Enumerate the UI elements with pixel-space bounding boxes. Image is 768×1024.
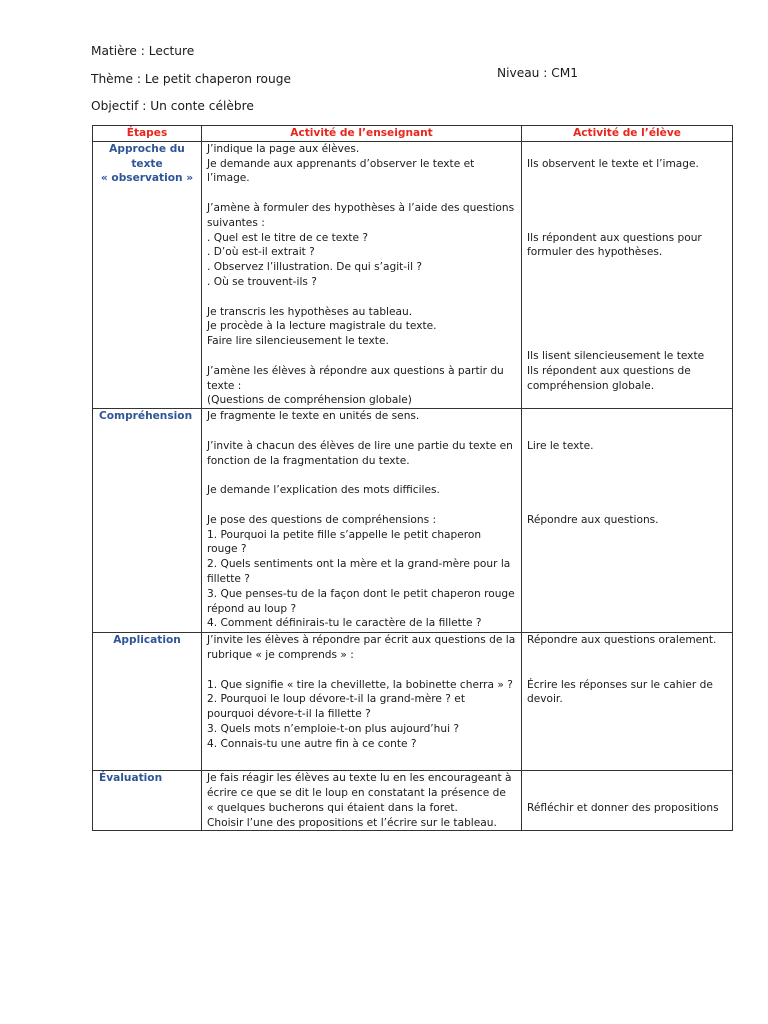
blank-line [207, 468, 516, 483]
student-activity-line: Réfléchir et donner des propositions [527, 801, 719, 814]
teacher-activity-line: Je procède à la lecture magistrale du texte. [207, 320, 437, 333]
step-label: Compréhension [99, 410, 193, 423]
teacher-activity-line: 1. Que signifie « tire la chevillette, la bobinette cherra » ? [207, 678, 513, 691]
teacher-activity-line: texte : [207, 379, 242, 392]
teacher-activity-line: J’invite les élèves à répondre par écrit aux questions de la [207, 634, 516, 647]
column-header-teacher: Activité de l’enseignant [202, 126, 522, 142]
student-activity-line: Ils répondent aux questions pour [527, 231, 702, 244]
blank-line [527, 483, 727, 498]
table-header-row [93, 126, 733, 142]
teacher-activity-line: J’invite à chacun des élèves de lire une partie du texte en [207, 439, 513, 452]
step-cell [93, 633, 202, 771]
student-activity-cell [522, 409, 733, 633]
blank-line [527, 319, 727, 334]
teacher-activity-cell [202, 771, 522, 831]
level-line: Niveau : CM1 [497, 66, 579, 80]
lesson-plan-table [92, 125, 733, 831]
teacher-activity-line: rubrique « je comprends » : [207, 648, 354, 661]
blank-line [207, 290, 516, 305]
teacher-activity-line: J’amène les élèves à répondre aux questions à partir du [207, 364, 504, 377]
blank-line [527, 290, 727, 305]
blank-line [527, 648, 727, 663]
table-row [93, 409, 733, 633]
student-activity-line: devoir. [527, 693, 563, 706]
blank-line [527, 305, 727, 320]
teacher-activity-line: . Quel est le titre de ce texte ? [207, 231, 368, 244]
student-activity-line: Répondre aux questions. [527, 513, 659, 526]
teacher-activity-line: Je pose des questions de compréhensions : [207, 513, 437, 526]
step-label: « observation » [100, 172, 194, 185]
teacher-activity-line: écrire ce que se dit le loup en constatant la présence de [207, 786, 506, 799]
table-row [93, 771, 733, 831]
blank-line [527, 454, 727, 469]
student-activity-cell [522, 633, 733, 771]
teacher-activity-line: J’indique la page aux élèves. [207, 142, 360, 155]
blank-line [207, 424, 516, 439]
teacher-activity-line: Faire lire silencieusement le texte. [207, 335, 389, 348]
teacher-activity-line: pourquoi dévore-t-il la fillette ? [207, 708, 371, 721]
teacher-activity-line: 3. Que penses-tu de la façon dont le petit chaperon rouge [207, 587, 515, 600]
blank-line [527, 216, 727, 231]
teacher-activity-line: Choisir l’une des propositions et l’écrire sur le tableau. [207, 816, 497, 829]
student-activity-cell [522, 771, 733, 831]
teacher-activity-line: 2. Quels sentiments ont la mère et la grand-mère pour la [207, 558, 511, 571]
teacher-activity-line: (Questions de compréhension globale) [207, 394, 412, 407]
step-label: texte [131, 157, 163, 170]
step-label: Évaluation [99, 772, 163, 785]
blank-line [527, 201, 727, 216]
teacher-activity-line: . Observez l’illustration. De qui s’agit-il ? [207, 261, 422, 274]
objective-line: Objectif : Un conte célèbre [91, 99, 254, 113]
teacher-activity-line: répond au loup ? [207, 602, 297, 615]
teacher-activity-line: Je demande l’explication des mots difficiles. [207, 484, 440, 497]
teacher-activity-line: Je demande aux apprenants d’observer le texte et [207, 157, 475, 170]
student-activity-line: compréhension globale. [527, 379, 655, 392]
teacher-activity-line: 1. Pourquoi la petite fille s’appelle le petit chaperon [207, 528, 482, 541]
student-activity-line: Écrire les réponses sur le cahier de [527, 678, 713, 691]
blank-line [527, 786, 727, 801]
teacher-activity-cell [202, 633, 522, 771]
blank-line [527, 409, 727, 424]
step-cell [93, 141, 202, 408]
teacher-activity-line: fonction de la fragmentation du texte. [207, 454, 410, 467]
column-header-student: Activité de l’élève [522, 126, 733, 142]
blank-line [527, 663, 727, 678]
blank-line [527, 468, 727, 483]
student-activity-line: Ils lisent silencieusement le texte [527, 349, 705, 362]
blank-line [527, 171, 727, 186]
teacher-activity-line: 2. Pourquoi le loup dévore-t-il la grand-mère ? et [207, 693, 465, 706]
subject-line: Matière : Lecture [91, 44, 195, 58]
student-activity-line: Ils observent le texte et l’image. [527, 157, 699, 170]
blank-line [207, 349, 516, 364]
blank-line [207, 752, 516, 767]
blank-line [527, 142, 727, 157]
student-activity-line: Lire le texte. [527, 439, 594, 452]
teacher-activity-line: Je transcris les hypothèses au tableau. [207, 305, 413, 318]
column-header-steps: Étapes [93, 126, 202, 142]
table-row [93, 141, 733, 408]
teacher-activity-line: Je fais réagir les élèves au texte lu en les encourageant à [207, 772, 512, 785]
teacher-activity-line: . Où se trouvent-ils ? [207, 275, 317, 288]
student-activity-line: Ils répondent aux questions de [527, 364, 691, 377]
theme-line: Thème : Le petit chaperon rouge [91, 72, 291, 86]
teacher-activity-line: l’image. [207, 172, 250, 185]
teacher-activity-line: 3. Quels mots n’emploie-t-on plus aujourd’hui ? [207, 722, 460, 735]
teacher-activity-line: rouge ? [207, 543, 247, 556]
blank-line [207, 186, 516, 201]
blank-line [527, 498, 727, 513]
table-row [93, 633, 733, 771]
step-label: Application [113, 634, 181, 647]
step-label: Approche du [109, 142, 185, 155]
blank-line [527, 186, 727, 201]
blank-line [207, 498, 516, 513]
teacher-activity-line: fillette ? [207, 572, 250, 585]
teacher-activity-line: suivantes : [207, 216, 265, 229]
student-activity-line: formuler des hypothèses. [527, 246, 663, 259]
step-cell [93, 771, 202, 831]
teacher-activity-line: . D’où est-il extrait ? [207, 246, 315, 259]
teacher-activity-line: « quelques bucherons qui étaient dans la foret. [207, 801, 458, 814]
teacher-activity-line: J’amène à formuler des hypothèses à l’aide des questions [207, 201, 515, 214]
blank-line [527, 334, 727, 349]
step-cell [93, 409, 202, 633]
blank-line [527, 424, 727, 439]
blank-line [527, 275, 727, 290]
student-activity-line: Répondre aux questions oralement. [527, 634, 717, 647]
teacher-activity-line: 4. Connais-tu une autre fin à ce conte ? [207, 737, 417, 750]
blank-line [207, 663, 516, 678]
blank-line [527, 771, 727, 786]
teacher-activity-cell [202, 409, 522, 633]
student-activity-cell [522, 141, 733, 408]
blank-line [527, 260, 727, 275]
teacher-activity-line: 4. Comment définirais-tu le caractère de la fillette ? [207, 617, 482, 630]
teacher-activity-cell [202, 141, 522, 408]
teacher-activity-line: Je fragmente le texte en unités de sens. [207, 410, 420, 423]
